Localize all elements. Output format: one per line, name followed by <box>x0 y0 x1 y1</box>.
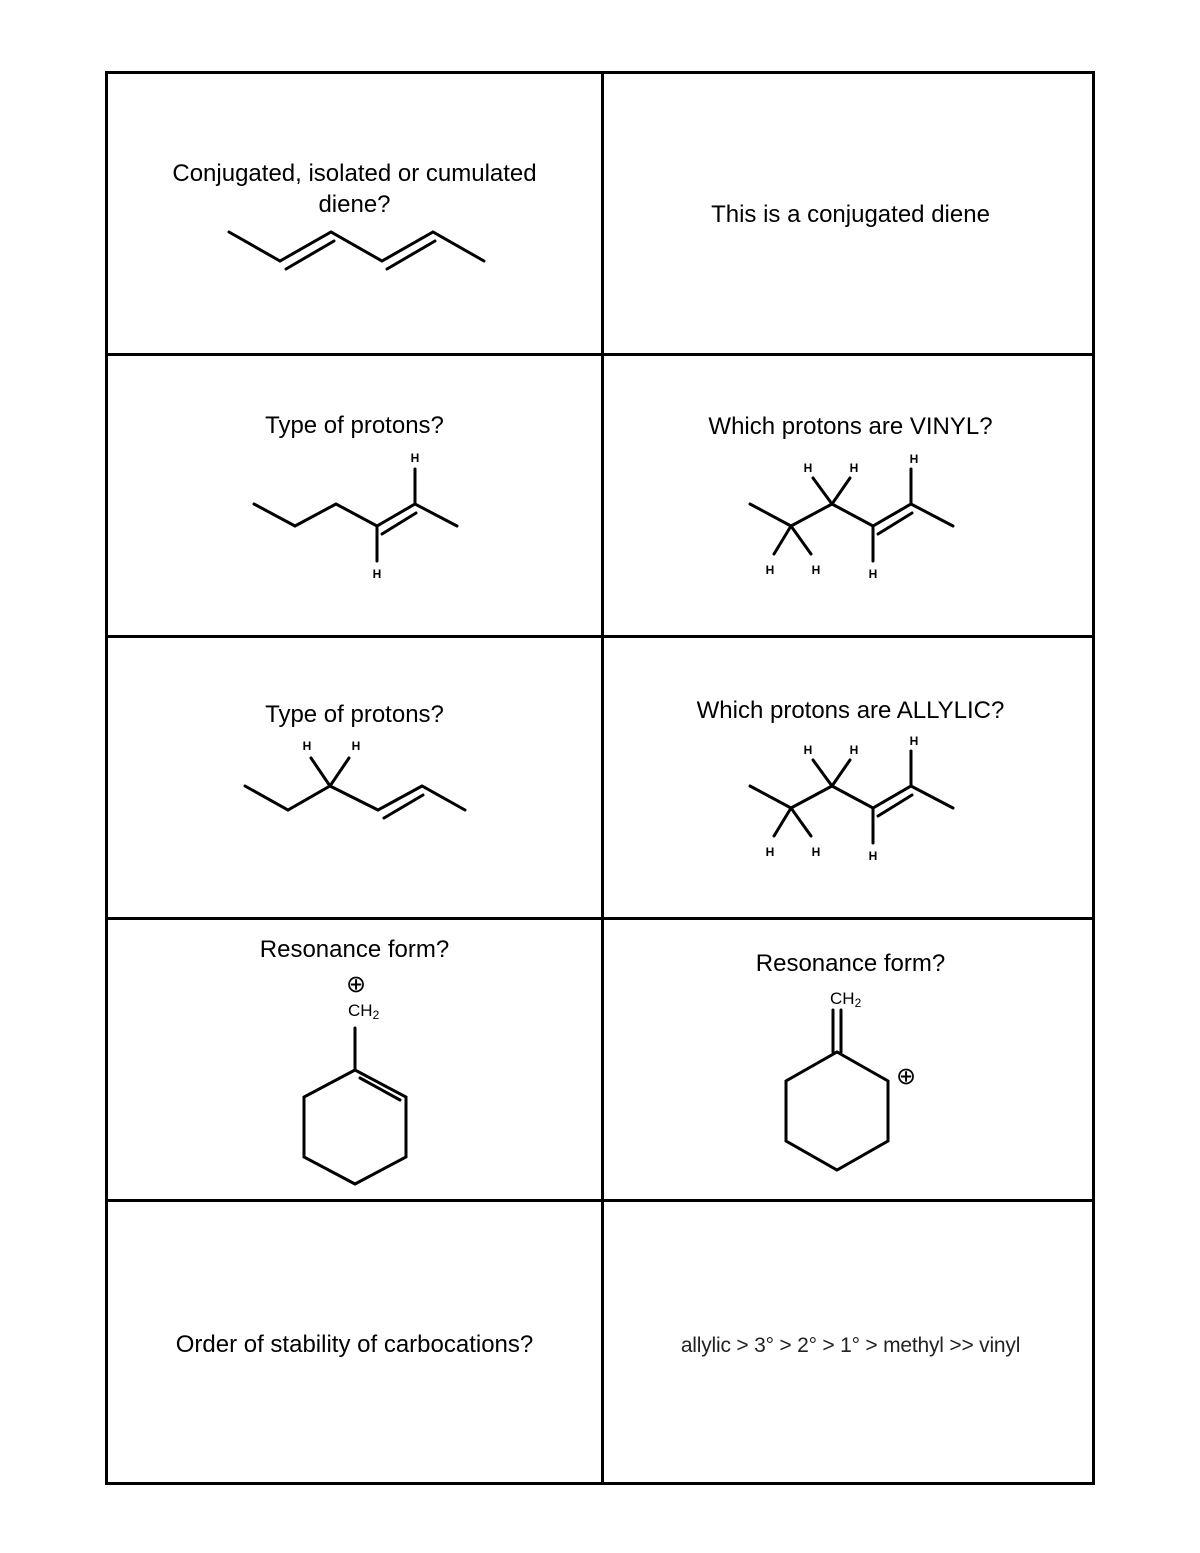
card-answer-stability <box>604 1202 1097 1484</box>
card-question-stability <box>108 1202 601 1484</box>
question-text: Type of protons? <box>265 701 444 728</box>
hydrogen-label: H <box>909 452 919 466</box>
answer-text: Resonance form? <box>755 950 946 977</box>
question-text: Conjugated, isolated or cumulated <box>172 160 537 187</box>
answer-text: Which protons are ALLYLIC? <box>696 697 1005 724</box>
pentene-with-hydrogens <box>604 356 1097 638</box>
hydrogen-label: H <box>803 743 813 757</box>
question-text: Order of stability of carbocations? <box>175 1331 534 1358</box>
hydrogen-label: H <box>410 451 420 465</box>
hydrogen-label: H <box>351 739 361 753</box>
answer-text: This is a conjugated diene <box>711 201 990 228</box>
hydrogen-label: H <box>765 845 775 859</box>
hexene-structure <box>108 356 601 638</box>
hydrogen-label: H <box>811 845 821 859</box>
card-answer-vinyl <box>604 356 1097 638</box>
hydrogen-label: H <box>868 849 878 863</box>
hydrogen-label: H <box>803 461 813 475</box>
hexadiene-structure <box>108 74 601 356</box>
card-answer-diene <box>604 74 1097 356</box>
hydrogen-label: H <box>909 734 919 748</box>
card-question-diene <box>108 74 601 356</box>
question-text: Type of protons? <box>265 412 444 439</box>
answer-text: Which protons are VINYL? <box>708 413 993 440</box>
hydrogen-label: H <box>765 563 775 577</box>
hydrogen-label: H <box>811 563 821 577</box>
hexene-ch2-structure <box>108 638 601 920</box>
ch2-label: CH2 <box>830 989 862 1010</box>
hydrogen-label: H <box>849 461 859 475</box>
question-text: Resonance form? <box>259 936 450 963</box>
answer-text: allylic > 3° > 2° > 1° > methyl >> vinyl <box>680 1334 1021 1357</box>
card-question-protons-2 <box>108 638 601 920</box>
positive-charge-icon: ⊕ <box>345 971 367 998</box>
flashcard-grid <box>105 71 1095 1485</box>
hydrogen-label: H <box>302 739 312 753</box>
pentene-with-hydrogens <box>604 638 1097 920</box>
card-answer-allylic <box>604 638 1097 920</box>
card-question-protons <box>108 356 601 638</box>
positive-charge-icon: ⊕ <box>895 1063 917 1090</box>
question-text: diene? <box>318 191 391 218</box>
hydrogen-label: H <box>372 567 382 581</box>
card-answer-resonance-2 <box>604 920 1097 1202</box>
hydrogen-label: H <box>868 567 878 581</box>
methylenecyclohexane-cation <box>604 920 1097 1202</box>
ch2-label: CH2 <box>348 1001 380 1022</box>
cyclohexenyl-methyl-cation <box>108 920 601 1202</box>
hydrogen-label: H <box>849 743 859 757</box>
card-question-resonance-1 <box>108 920 601 1202</box>
